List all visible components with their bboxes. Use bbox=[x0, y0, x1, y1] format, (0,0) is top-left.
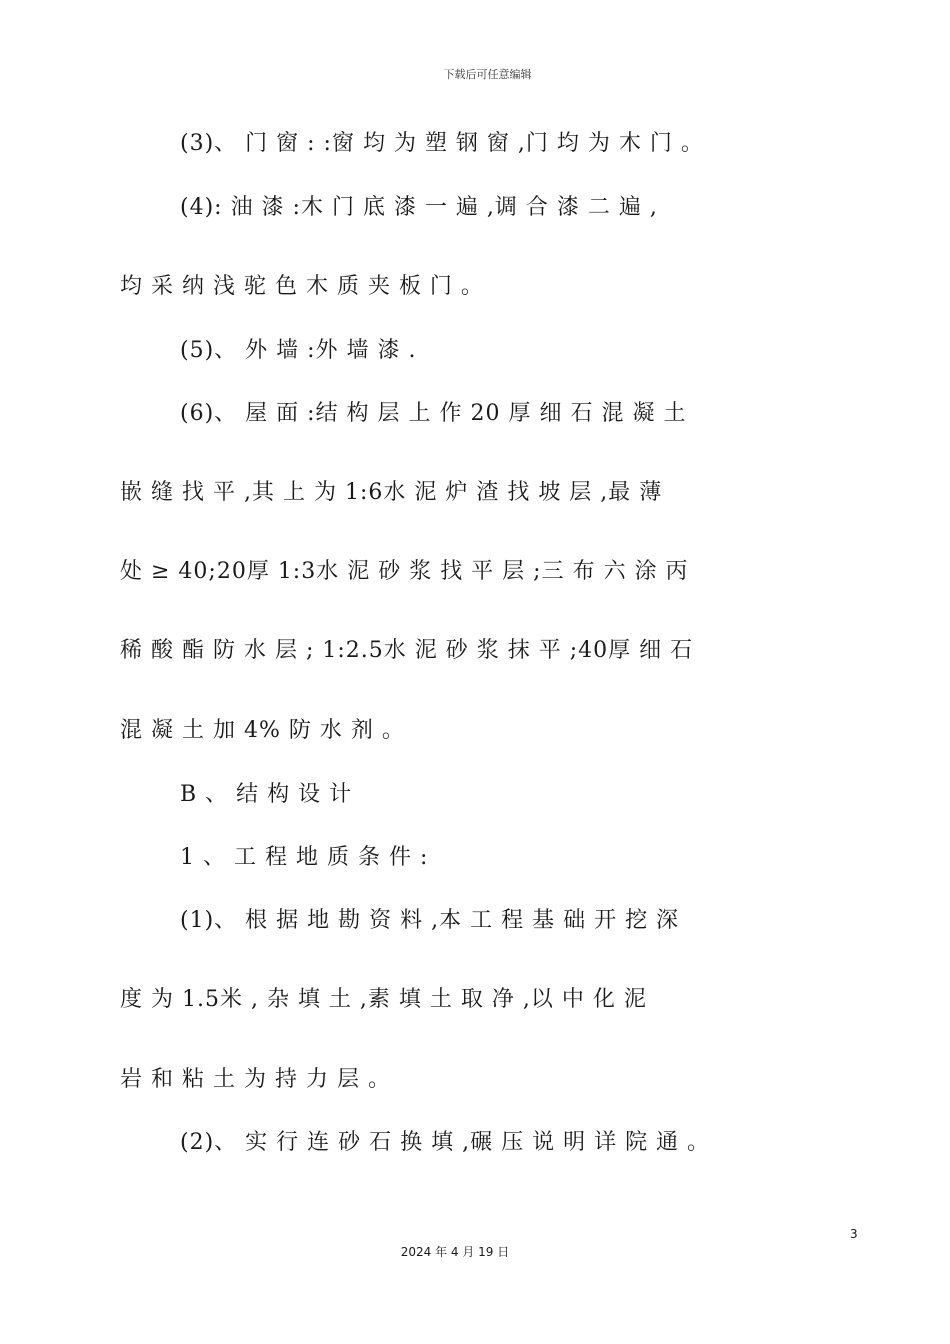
text-line-6: 嵌 缝 找 平 ,其 上 为 1:6水 泥 炉 渣 找 坡 层 ,最 薄 bbox=[120, 480, 663, 505]
text-line-8: 稀 酸 酯 防 水 层 ; 1:2.5水 泥 砂 浆 抹 平 ;40厚 细 石 bbox=[120, 638, 694, 663]
text-line-13: 度 为 1.5米 , 杂 填 土 ,素 填 土 取 净 ,以 中 化 泥 bbox=[120, 987, 647, 1012]
footer-date: 2024 年 4 月 19 日 bbox=[400, 1245, 510, 1259]
text-line-12: (1)、 根 据 地 勘 资 料 ,本 工 程 基 础 开 挖 深 bbox=[180, 908, 680, 933]
header-note: 下载后可任意编辑 bbox=[443, 68, 532, 81]
text-line-9: 混 凝 土 加 4% 防 水 剂 。 bbox=[120, 718, 405, 743]
text-line-2: (4): 油 漆 :木 门 底 漆 一 遍 ,调 合 漆 二 遍 , bbox=[180, 195, 658, 220]
text-line-1: (3)、 门 窗 : :窗 均 为 塑 钢 窗 ,门 均 为 木 门 。 bbox=[180, 131, 704, 156]
text-line-5: (6)、 屋 面 :结 构 层 上 作 20 厚 细 石 混 凝 土 bbox=[180, 401, 687, 426]
text-line-15: (2)、 实 行 连 砂 石 换 填 ,碾 压 说 明 详 院 通 。 bbox=[180, 1130, 711, 1155]
text-line-7: 处 ≥ 40;20厚 1:3水 泥 砂 浆 找 平 层 ;三 布 六 涂 丙 bbox=[120, 559, 689, 584]
text-line-14: 岩 和 粘 土 为 持 力 层 。 bbox=[120, 1067, 391, 1092]
section-heading: B 、 结 构 设 计 bbox=[180, 782, 353, 807]
text-line-4: (5)、 外 墙 :外 墙 漆 . bbox=[180, 338, 417, 363]
text-line-3: 均 采 纳 浅 驼 色 木 质 夹 板 门 。 bbox=[120, 274, 484, 299]
page-number: 3 bbox=[850, 1227, 858, 1241]
subsection-heading: 1 、 工 程 地 质 条 件 : bbox=[180, 845, 429, 870]
